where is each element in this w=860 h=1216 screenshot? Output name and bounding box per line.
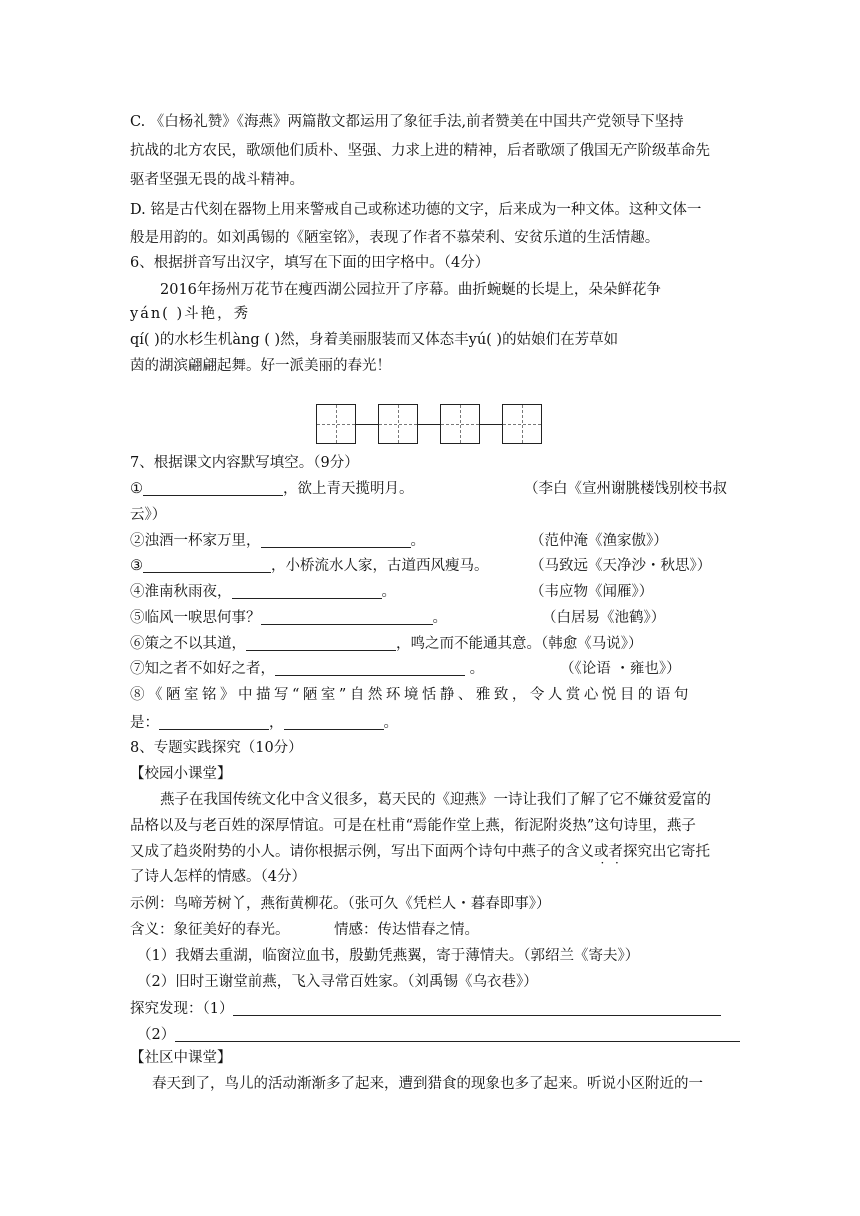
question-8-paragraph: 又成了趋炎附势的小人。请你根据示例，写出下面两个诗句中燕子的含义或者探究出它寄托 xyxy=(130,844,710,860)
box-connector xyxy=(356,424,378,425)
example-line: 示例：鸟啼芳树丫，燕衔黄柳花。（张可久《凭栏人・暮春即事》） xyxy=(130,896,551,912)
dictation-source: （韦应物《闻雁》） xyxy=(530,584,654,600)
box-connector xyxy=(480,424,502,425)
dictation-item-7: ⑦知之者不如好之者， 。 xyxy=(130,661,485,677)
poem-line-1: （1）我婿去重湖，临窗泣血书，殷勤凭燕翼，寄于薄情夫。（郭绍兰《寄夫》） xyxy=(137,948,640,964)
question-8-paragraph: 了诗人怎样的情感。（4分） xyxy=(130,869,306,885)
answer-blank[interactable] xyxy=(246,636,396,651)
dictation-item-4: ④淮南秋雨夜， 。 xyxy=(130,584,396,600)
findings-line-2: （2） xyxy=(137,1025,740,1045)
question-8-title: 8、专题实践探究（10分） xyxy=(130,740,303,756)
section-header-community: 【社区中课堂】 xyxy=(130,1050,232,1066)
answer-blank[interactable] xyxy=(233,1001,721,1016)
tianzige-box[interactable] xyxy=(316,404,356,444)
option-c-line: 抗战的北方农民，歌颂他们质朴、坚强、力求上进的精神，后者歌颂了俄国无产阶级革命先 xyxy=(130,143,710,159)
tianzige-box[interactable] xyxy=(378,404,418,444)
box-connector xyxy=(418,424,440,425)
dictation-source: （马致远《天净沙・秋思》） xyxy=(530,558,712,574)
option-d-line: D. 铭是古代刻在器物上用来警戒自己或称述功德的文字，后来成为一种文体。这种文体一 xyxy=(130,202,702,218)
dictation-source: （《论语 ・雍也》） xyxy=(560,661,681,677)
option-c-line: 驱者坚强无畏的战斗精神。 xyxy=(130,172,304,188)
question-6-paragraph: yán( )斗艳，秀 xyxy=(130,306,251,322)
poem-line-2: （2）旧时王谢堂前燕，飞入寻常百姓家。（刘禹锡《乌衣巷》） xyxy=(137,974,538,990)
question-8-paragraph: 品格以及与老百姓的深厚情谊。可是在杜甫“焉能作堂上燕，衔泥附炎热”这句诗里，燕子 xyxy=(130,818,696,834)
answer-blank[interactable] xyxy=(175,1027,740,1042)
example-meaning: 含义：象征美好的春光。 xyxy=(130,922,290,938)
question-6-paragraph: qí( )的水杉生机àng ( )然，身着美丽服装而又体态丰yú( )的姑娘们在芳草如 xyxy=(130,332,619,348)
dictation-source: （李白《宣州谢朓楼饯别校书叔 xyxy=(524,481,727,497)
question-6-title: 6、根据拼音写出汉字，填写在下面的田字格中。（4分） xyxy=(130,255,490,271)
dictation-item-5: ⑤临风一唳思何事？ 。 xyxy=(130,610,447,626)
option-c-line: C. 《白杨礼赞》《海燕》两篇散文都运用了象征手法,前者赞美在中国共产党领导下坚持 xyxy=(130,114,684,130)
question-8-paragraph: 燕子在我国传统文化中含义很多，葛天民的《迎燕》一诗让我们了解了它不嫌贫爱富的 xyxy=(160,792,711,808)
answer-blank[interactable] xyxy=(232,584,382,599)
dictation-source: （范仲淹《渔家傲》） xyxy=(530,533,668,549)
answer-blank[interactable] xyxy=(159,715,269,730)
dictation-item-3: ③ ，小桥流水人家，古道西风瘦马。 xyxy=(130,558,489,574)
tianzige-box[interactable] xyxy=(440,404,480,444)
answer-blank[interactable] xyxy=(275,661,465,676)
dictation-item-1: ① ，欲上青天揽明月。 xyxy=(130,481,414,497)
dictation-item-6: ⑥策之不以其道， ，鸣之而不能通其意。（韩愈《马说》） xyxy=(130,636,643,652)
dictation-item-2: ②浊酒一杯家万里， 。 xyxy=(130,533,425,549)
section-header-campus: 【校园小课堂】 xyxy=(130,766,232,782)
dictation-item-8-answer: 是： ， 。 xyxy=(130,715,398,731)
dictation-source: 云》） xyxy=(130,507,167,523)
findings-line-1: 探究发现：（1） xyxy=(130,999,721,1019)
tianzige-box[interactable] xyxy=(502,404,542,444)
answer-blank[interactable] xyxy=(261,610,433,625)
dictation-item-8: ⑧《陋室铭》中描写“陋室”自然环境恬静、雅致，令人赏心悦目的语句 xyxy=(130,687,692,703)
question-7-title: 7、根据课文内容默写填空。（9分） xyxy=(130,455,359,471)
dictation-source: （白居易《池鹤》） xyxy=(542,610,666,626)
answer-blank[interactable] xyxy=(143,481,283,496)
question-8-paragraph: 春天到了，鸟儿的活动渐渐多了起来，遭到猎食的现象也多了起来。听说小区附近的一 xyxy=(152,1076,703,1092)
answer-blank[interactable] xyxy=(284,715,384,730)
example-emotion: 情感：传达惜春之情。 xyxy=(334,922,479,938)
question-6-paragraph: 2016年扬州万花节在瘦西湖公园拉开了序幕。曲折蜿蜒的长堤上，朵朵鲜花争 xyxy=(160,282,661,298)
answer-blank[interactable] xyxy=(261,533,411,548)
question-6-paragraph: 茵的湖滨翩翩起舞。好一派美丽的春光！ xyxy=(130,358,391,374)
answer-blank[interactable] xyxy=(143,558,271,573)
option-d-line: 般是用韵的。如刘禹锡的《陋室铭》，表现了作者不慕荣利、安贫乐道的生活情趣。 xyxy=(130,230,660,246)
